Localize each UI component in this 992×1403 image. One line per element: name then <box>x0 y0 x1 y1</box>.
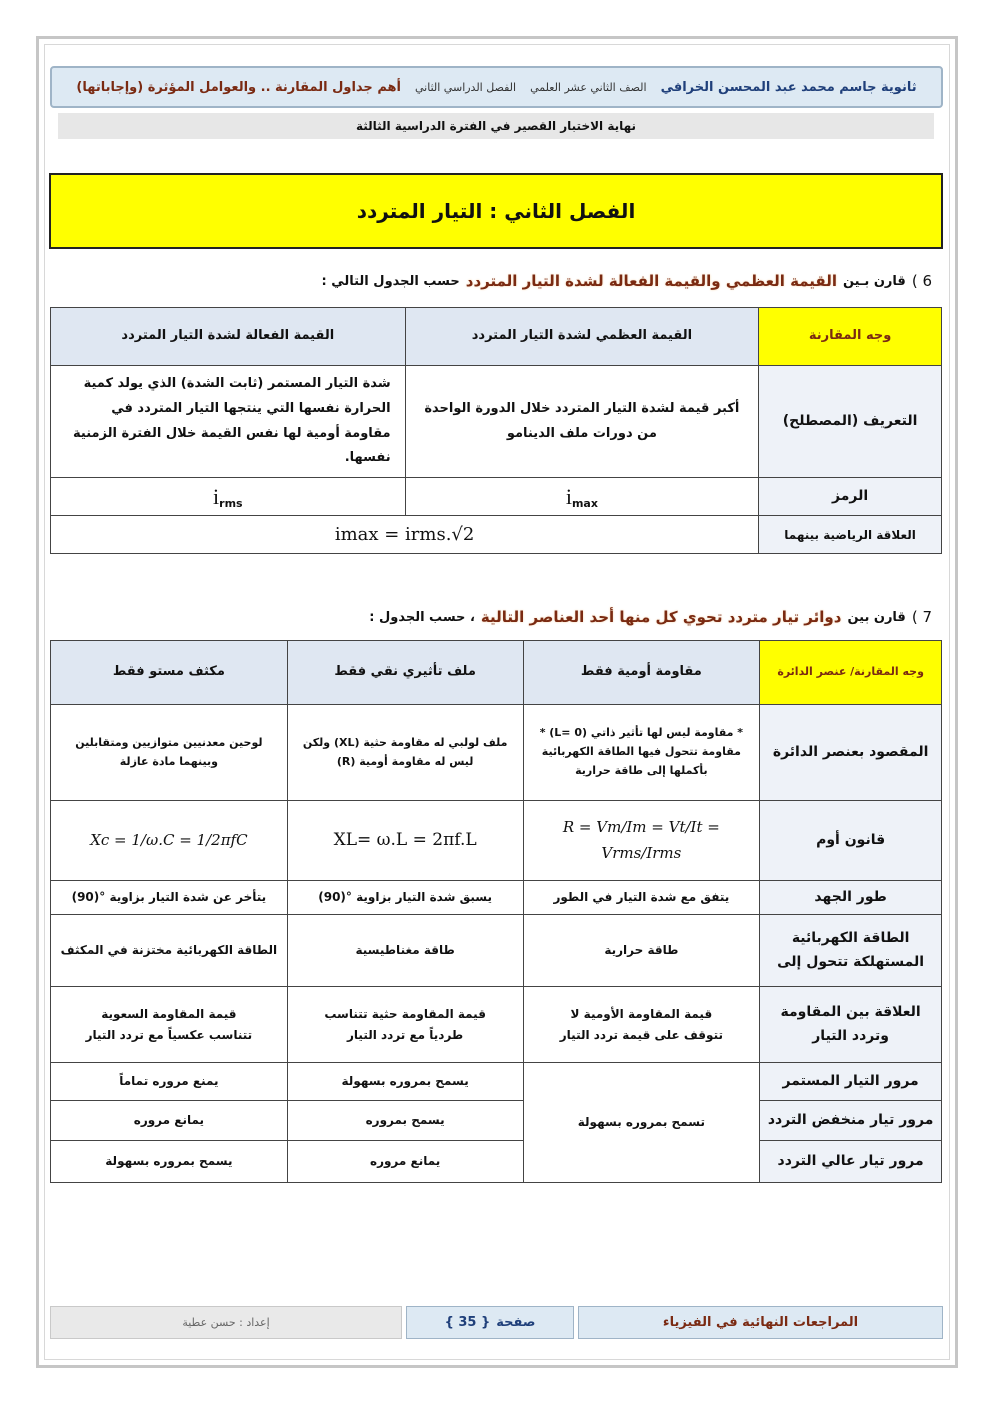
high-freq-inductor: يمانع مروره <box>287 1141 523 1183</box>
definition-max: أكبر قيمة لشدة التيار المتردد خلال الدورة الواحدة من دورات ملف الدينامو <box>405 366 759 478</box>
question-suffix: حسب الجدول التالي : <box>321 273 460 289</box>
topic-label: أهم جداول المقارنة .. والعوامل المؤثرة (وإجاباتها) <box>76 79 401 95</box>
ohm-law-inductor: XL= ω.L = 2πf.L <box>287 801 523 881</box>
chapter-title: الفصل الثاني : التيار المتردد <box>49 173 943 249</box>
page-label: صفحة <box>496 1315 536 1330</box>
question-number: 6 ) <box>911 272 932 290</box>
question-7 <box>369 608 932 626</box>
row-label-dc: مرور التيار المستمر <box>760 1063 942 1101</box>
page-number: { 35 } <box>444 1315 491 1330</box>
footer-page <box>406 1306 574 1339</box>
phase-capacitor: يتأخر عن شدة التيار بزاوية °(90) <box>51 881 288 915</box>
question-number: 7 ) <box>911 608 932 626</box>
low-freq-inductor: يسمح بمروره <box>287 1101 523 1141</box>
question-prefix: قارن بين <box>847 609 906 625</box>
phase-resistor: يتفق مع شدة التيار في الطور <box>523 881 760 915</box>
row-label-ohm-law: قانون أوم <box>760 801 942 881</box>
header-rms-value: القيمة الفعالة لشدة التيار المتردد <box>51 308 406 366</box>
symbol-max: imax <box>405 478 759 516</box>
footer-author: إعداد : حسن عطية <box>50 1306 402 1339</box>
subheader: نهاية الاختبار القصير في الفترة الدراسية الثالثة <box>58 113 934 139</box>
energy-capacitor: الطاقة الكهربائية مختزنة في المكثف <box>51 915 288 987</box>
header-aspect: وجه المقارنة <box>759 308 942 366</box>
meaning-inductor: ملف لولبي له مقاومة حثية (XL) ولكن ليس له مقاومة أومية (R) <box>287 705 523 801</box>
header-max-value: القيمة العظمي لشدة التيار المتردد <box>405 308 759 366</box>
header-capacitor: مكثف مستو فقط <box>51 641 288 705</box>
row-label-low-freq: مرور تيار منخفض التردد <box>760 1101 942 1141</box>
meaning-resistor: * مقاومة ليس لها تأثير ذاتي (L= 0) * مقاومة تتحول فيها الطاقة الكهربائية بأكملها إلى طاقة حرارية <box>523 705 760 801</box>
row-label-symbol: الرمز <box>759 478 942 516</box>
term-label: الفصل الدراسي الثاني <box>415 80 517 94</box>
row-label-high-freq: مرور تيار عالي التردد <box>760 1141 942 1183</box>
relation-formula: imax = irms.√2 <box>51 516 759 554</box>
row-label-relation: العلاقة الرياضية بينهما <box>759 516 942 554</box>
header-inductor: ملف تأثيري نقي فقط <box>287 641 523 705</box>
question-prefix: قارن بـين <box>842 273 906 289</box>
row-label-phase: طور الجهد <box>760 881 942 915</box>
question-highlight: دوائر تيار متردد تحوي كل منها أحد العناصر التالية <box>480 608 842 626</box>
question-6 <box>321 272 932 290</box>
question-highlight: القيمة العظمي والقيمة الفعالة لشدة التيار المتردد <box>465 272 837 290</box>
low-freq-capacitor: يمانع مروره <box>51 1101 288 1141</box>
phase-inductor: يسبق شدة التيار بزاوية °(90) <box>287 881 523 915</box>
header-aspect: وجه المقارنة/ عنصر الدائرة <box>760 641 942 705</box>
row-label-energy: الطاقة الكهربائية المستهلكة تتحول إلى <box>760 915 942 987</box>
row-label-frequency-relation: العلاقة بين المقاومة وتردد التيار <box>760 987 942 1063</box>
dc-capacitor: يمنع مروره تماماً <box>51 1063 288 1101</box>
energy-inductor: طاقة مغناطيسية <box>287 915 523 987</box>
definition-rms: شدة التيار المستمر (ثابت الشدة) الذي يولد كمية الحرارة نفسها التي ينتجها التيار المتردد في مقاومة أومية لها نفس القيمة خلال الفترة الزمنية نفسها. <box>51 366 406 478</box>
school-name: ثانوية جاسم محمد عبد المحسن الخرافي <box>660 79 917 95</box>
freq-capacitor: قيمة المقاومة السعوية تتناسب عكسياً مع تردد التيار <box>51 987 288 1063</box>
footer-book-title: المراجعات النهائية في الفيزياء <box>578 1306 943 1339</box>
dc-inductor: يسمح بمروره بسهولة <box>287 1063 523 1101</box>
freq-inductor: قيمة المقاومة حثية تتناسب طردياً مع تردد التيار <box>287 987 523 1063</box>
row-label-meaning: المقصود بعنصر الدائرة <box>760 705 942 801</box>
document-header <box>50 66 943 108</box>
symbol-rms: irms <box>51 478 406 516</box>
energy-resistor: طاقة حرارية <box>523 915 760 987</box>
freq-resistor: قيمة المقاومة الأومية لا تتوقف على قيمة تردد التيار <box>523 987 760 1063</box>
header-resistor: مقاومة أومية فقط <box>523 641 760 705</box>
ohm-law-resistor: R = Vm/Im = Vt/It = Vrms/Irms <box>523 801 760 881</box>
high-freq-capacitor: يسمح بمروره بسهولة <box>51 1141 288 1183</box>
comparison-table-circuits <box>50 640 942 1183</box>
meaning-capacitor: لوحين معدنيين متوازيين ومتقابلين وبينهما مادة عازلة <box>51 705 288 801</box>
ohm-law-capacitor: Xc = 1/ω.C = 1/2πfC <box>51 801 288 881</box>
passage-resistor: تسمح بمروره بسهولة <box>523 1063 760 1183</box>
grade-label: الصف الثاني عشر العلمي <box>530 80 647 94</box>
question-suffix: ، حسب الجدول : <box>369 609 475 625</box>
row-label-definition: التعريف (المصطلح) <box>759 366 942 478</box>
comparison-table-max-rms <box>50 307 942 554</box>
